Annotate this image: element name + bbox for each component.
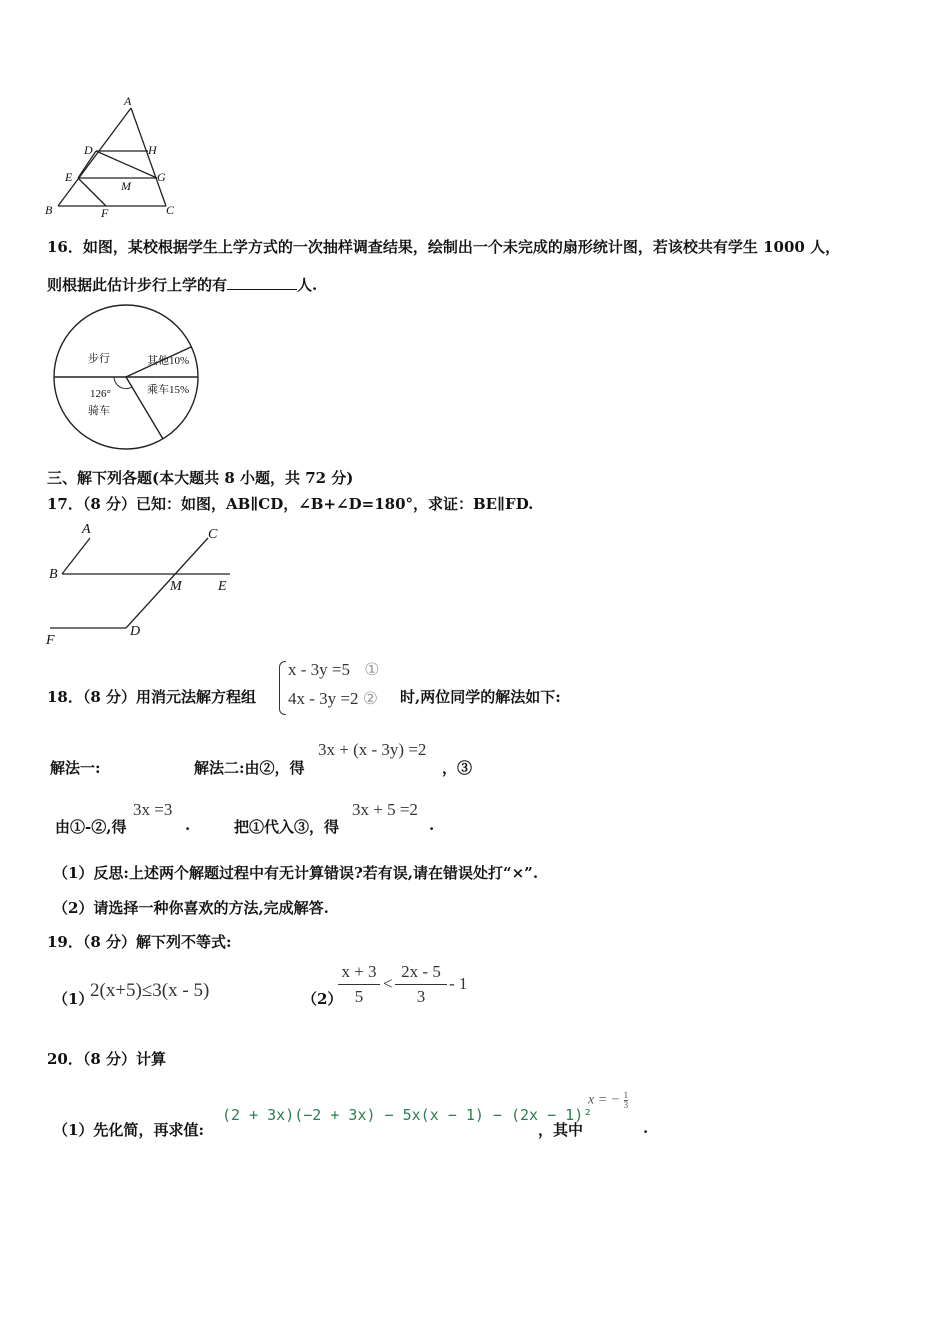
q16-line2-before: 则根据此估计步行上学的有: [47, 276, 228, 294]
q18-eq1-mark: ①: [364, 660, 380, 679]
pie-angle-label: 126°: [90, 388, 111, 400]
fig17-label-a: A: [82, 522, 91, 537]
q19-p2-den1: 5: [354, 987, 364, 1006]
tri-label-c: C: [166, 203, 175, 217]
pie-chart: [50, 303, 202, 453]
tri-label-g: G: [157, 170, 166, 184]
section3-title: 三、解下列各题(本大题共 8 小题，共 72 分): [47, 469, 354, 487]
q16-line1: 16．如图，某校根据学生上学方式的一次抽样调查结果，绘制出一个未完成的扇形统计图，若该校共有学生 1000 人，: [47, 238, 841, 256]
fig17-label-f: F: [46, 633, 55, 648]
q18-eq2: [288, 689, 378, 709]
q18-method2-label: 解法二:由②，得: [194, 759, 305, 777]
tri-label-m: M: [121, 179, 131, 193]
q20-title: 20．（8 分）计算: [47, 1050, 167, 1068]
q20-p1-end: .: [643, 1119, 649, 1137]
q18-method2-eq: 3x + (x - 3y) =2: [318, 740, 427, 759]
pie-label-other: 其他10%: [147, 355, 190, 367]
q18-eq2-expr: 4x - 3y =2: [288, 689, 359, 708]
tri-label-a: A: [124, 94, 132, 108]
tri-label-h: H: [148, 143, 157, 157]
q18-system-brace: [279, 661, 286, 715]
parallel-lines-figure: [42, 520, 242, 650]
pie-label-bike: 骑车: [88, 405, 110, 417]
fig17-label-c: C: [208, 527, 218, 542]
q18-method2-mark: ，③: [442, 759, 473, 777]
q19-title: 19．（8 分）解下列不等式:: [47, 933, 232, 951]
q20-p1-where: ，其中: [538, 1121, 584, 1139]
tri-label-f: F: [101, 206, 109, 220]
q17-text: 17．（8 分）已知：如图，AB∥CD，∠B+∠D=180°，求证：BE∥FD.: [47, 495, 534, 513]
q18-eq1: [288, 660, 380, 680]
q18-eq1-expr: x - 3y =5: [288, 660, 350, 679]
tri-label-e: E: [65, 170, 73, 184]
q19-p2-tail: - 1: [449, 974, 468, 993]
q18-step2-label: 把①代入③，得: [234, 818, 340, 836]
q19-p2-num2: 2x - 5: [395, 962, 447, 985]
q18-step1-end: .: [185, 816, 191, 834]
tri-label-d: D: [84, 143, 93, 157]
q19-p2-lt: <: [383, 974, 393, 993]
tri-label-b: B: [45, 203, 53, 217]
q20-p1-expr: (2 + 3x)(−2 + 3x) − 5x(x − 1) − (2x − 1)²: [222, 1106, 593, 1124]
q18-step2-eq: 3x + 5 =2: [352, 800, 418, 819]
q20-p1-label: （1）先化简，再求值:: [53, 1121, 204, 1139]
fig17-label-e: E: [218, 579, 227, 594]
q20-p1-frac: [624, 1091, 629, 1110]
q19-p2-num1: x + 3: [338, 962, 380, 985]
q19-p2-frac1: [338, 962, 380, 1007]
q18-part2: （2）请选择一种你喜欢的方法,完成解答.: [53, 899, 329, 917]
fig17-label-m: M: [170, 579, 182, 594]
q19-p2-den2: 3: [416, 987, 426, 1006]
q16-line2-after: 人.: [297, 276, 318, 294]
q18-eq2-mark: ②: [362, 689, 378, 708]
q18-part1: （1）反思:上述两个解题过程中有无计算错误?若有误,请在错误处打“×”.: [53, 864, 539, 882]
q18-prefix: 18．（8 分）用消元法解方程组: [47, 688, 257, 706]
pie-label-walk: 步行: [88, 353, 110, 365]
q19-p2-label: （2）: [302, 990, 343, 1008]
q19-p2-frac2: [395, 962, 447, 1007]
fig17-label-b: B: [49, 567, 58, 582]
q18-step2-end: .: [429, 816, 435, 834]
q16-line2: [47, 274, 317, 295]
q18-suffix: 时,两位同学的解法如下:: [400, 688, 561, 706]
q19-p1-label: （1）: [53, 990, 94, 1008]
q20-p1-frac-num: 1: [623, 1090, 629, 1100]
q18-method1-label: 解法一:: [50, 759, 101, 777]
pie-label-bus: 乘车15%: [147, 384, 190, 396]
q19-p1-expr: 2(x+5)≤3(x - 5): [90, 980, 210, 1001]
q16-answer-blank[interactable]: [227, 275, 297, 290]
q18-step1-label: 由①-②,得: [55, 818, 127, 836]
q20-p1-frac-den: 3: [623, 1100, 629, 1110]
q20-p1-x: [588, 1091, 628, 1110]
triangle-figure: [40, 92, 190, 224]
fig17-label-d: D: [130, 624, 141, 639]
q18-step1-eq: 3x =3: [133, 800, 173, 819]
q20-p1-x-expr: x = −: [588, 1092, 621, 1108]
